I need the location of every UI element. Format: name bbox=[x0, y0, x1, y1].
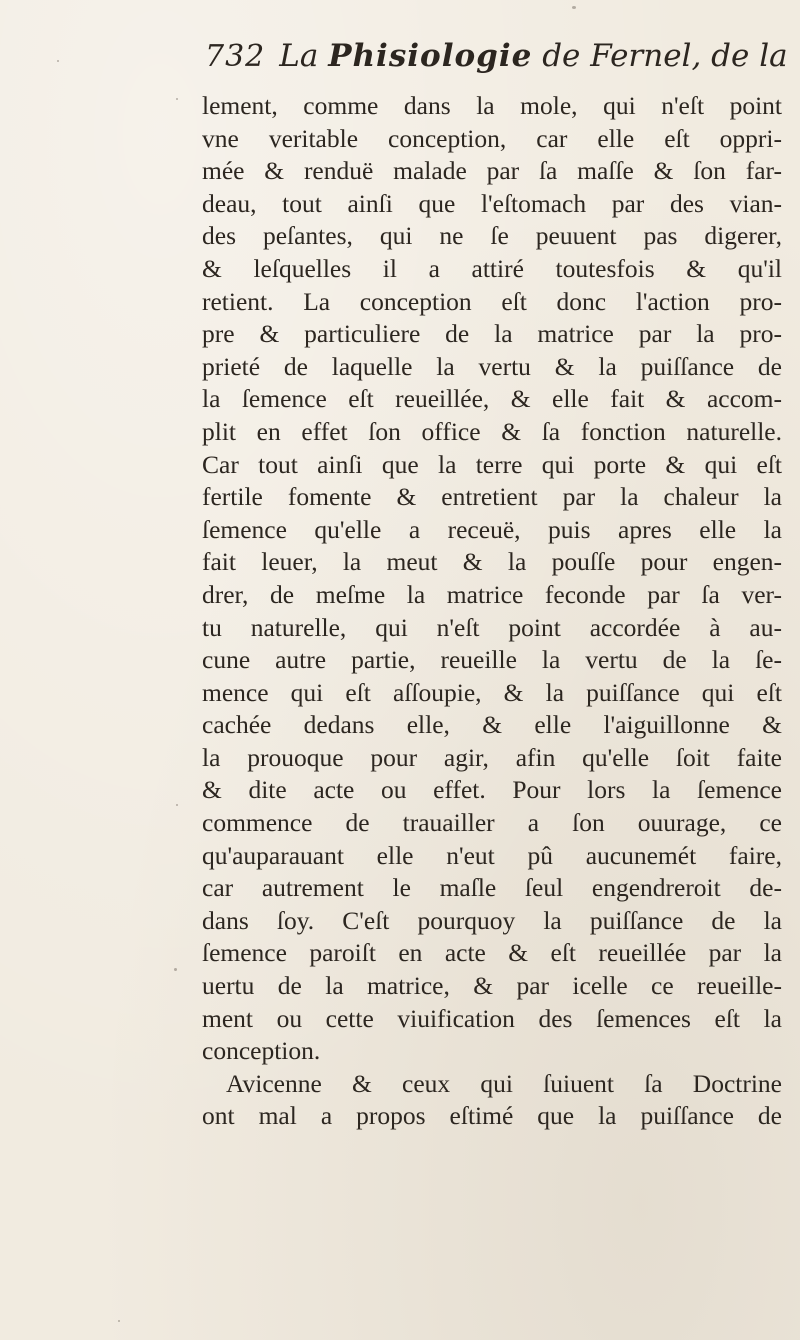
paper-speck bbox=[118, 1320, 120, 1322]
text-line: des peſantes, qui ne ſe peuuent pas digerer, bbox=[202, 221, 782, 251]
text-line: ſemence paroiſt en acte & eſt reueillée par la bbox=[202, 938, 782, 968]
text-line: mée & renduë malade par ſa maſſe & ſon far- bbox=[202, 156, 782, 186]
text-line: deau, tout ainſi que l'eſtomach par des vian- bbox=[202, 188, 782, 218]
paper-speck bbox=[572, 6, 576, 9]
text-line: ont mal a propos eſtimé que la puiſſance de bbox=[202, 1101, 782, 1131]
text-line: mence qui eſt aſſoupie, & la puiſſance qui eſt bbox=[202, 677, 782, 707]
text-line: vne veritable conception, car elle eſt oppri- bbox=[202, 123, 782, 153]
text-line: la prouoque pour agir, afin qu'elle ſoit faite bbox=[202, 742, 782, 772]
paper-speck bbox=[174, 968, 177, 971]
text-line: ſemence qu'elle a receuë, puis apres elle la bbox=[202, 514, 782, 544]
text-line: cachée dedans elle, & elle l'aiguillonne & bbox=[202, 710, 782, 740]
text-line: la ſemence eſt reueillée, & elle fait & accom- bbox=[202, 384, 782, 414]
running-title bbox=[279, 38, 787, 74]
text-line: pre & particuliere de la matrice par la pro- bbox=[202, 319, 782, 349]
text-line: commence de trauailler a ſon ouurage, ce bbox=[202, 808, 782, 838]
text-line: retient. La conception eſt donc l'action pro- bbox=[202, 286, 782, 316]
text-line: prieté de laquelle la vertu & la puiſſance de bbox=[202, 351, 782, 381]
paper-speck bbox=[176, 98, 178, 100]
text-line: & leſquelles il a attiré toutesfois & qu'il bbox=[202, 253, 782, 283]
body-text bbox=[202, 90, 782, 1133]
text-line: qu'auparauant elle n'eut pû aucunemét faire, bbox=[202, 840, 782, 870]
text-line: car autrement le maſle ſeul engendreroit de- bbox=[202, 873, 782, 903]
text-line: drer, de meſme la matrice feconde par ſa ver- bbox=[202, 579, 782, 609]
text-line: plit en effet ſon office & ſa fonction naturelle. bbox=[202, 416, 782, 446]
running-title-emphasis: Phisiologie bbox=[328, 38, 533, 74]
text-line: dans ſoy. C'eſt pourquoy la puiſſance de la bbox=[202, 905, 782, 935]
text-line: conception. bbox=[202, 1036, 321, 1066]
text-line: Avicenne & ceux qui ſuiuent ſa Doctrine bbox=[226, 1068, 782, 1098]
text-line: fait leuer, la meut & la pouſſe pour engen- bbox=[202, 547, 782, 577]
text-line: tu naturelle, qui n'eſt point accordée à au- bbox=[202, 612, 782, 642]
text-line: uertu de la matrice, & par icelle ce reueille- bbox=[202, 971, 782, 1001]
text-line: cune autre partie, reueille la vertu de la ſe- bbox=[202, 645, 782, 675]
text-line: Car tout ainſi que la terre qui porte & qui eſt bbox=[202, 449, 782, 479]
paper-speck bbox=[176, 804, 178, 806]
page-header bbox=[205, 38, 788, 82]
paper-speck bbox=[57, 60, 59, 62]
text-line: & dite acte ou effet. Pour lors la ſemence bbox=[202, 775, 782, 805]
page-number: 732 bbox=[205, 39, 266, 74]
text-line: fertile fomente & entretient par la chaleur la bbox=[202, 482, 782, 512]
text-line: ment ou cette viuification des ſemences eſt la bbox=[202, 1003, 782, 1033]
running-title-post: de Fernel, de la bbox=[532, 38, 788, 74]
running-title-pre: La bbox=[279, 38, 329, 74]
text-line: lement, comme dans la mole, qui n'eſt point bbox=[202, 91, 782, 120]
